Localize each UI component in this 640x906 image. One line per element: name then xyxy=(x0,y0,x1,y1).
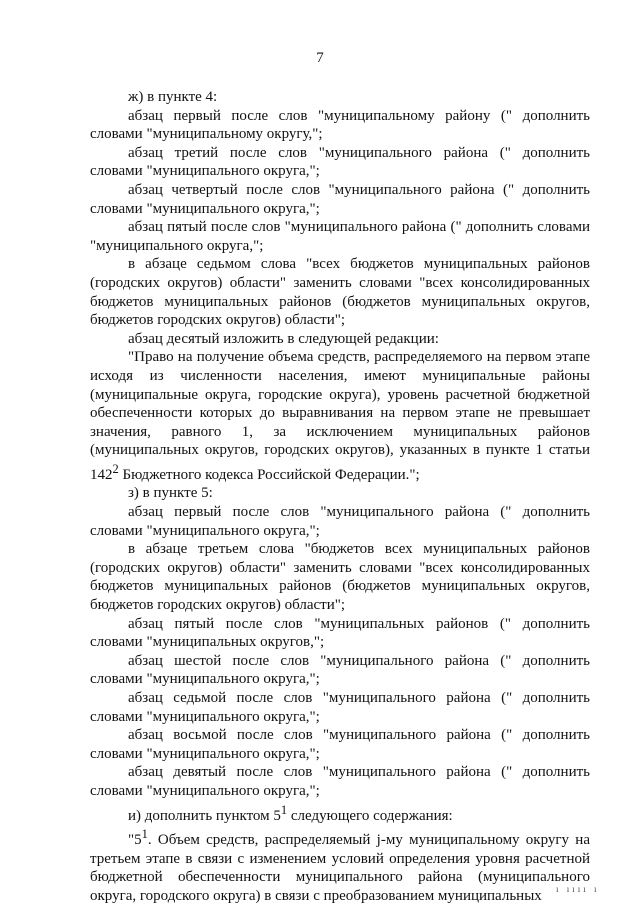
paragraph: ж) в пункте 4: xyxy=(128,89,218,105)
paragraph: абзац первый после слов "муниципального района (" дополнить словами "муниципального округа,"; xyxy=(90,504,590,539)
paragraph-text: следующего содержания: xyxy=(287,807,453,824)
superscript: 2 xyxy=(112,461,119,476)
paragraph: абзац шестой после слов "муниципального района (" дополнить словами "муниципального округа,"; xyxy=(90,652,590,688)
page-number: 7 xyxy=(316,50,324,66)
paragraph-text: и) дополнить пунктом 5 xyxy=(128,807,281,824)
paragraph: в абзаце третьем слова "бюджетов всех муниципальных районов (городских округов) области" заменить словами "всех консолидированных бюджетов муниципальных районов (бюджетов муниципальных округов, бюджетов городских округов) области"; xyxy=(90,541,590,614)
document-body xyxy=(90,88,590,906)
paragraph: абзац седьмой после слов "муниципального района (" дополнить словами "муниципального округа,"; xyxy=(90,690,590,725)
paragraph xyxy=(90,801,590,826)
paragraph: абзац третий после слов "муниципального района (" дополнить словами "муниципального округа,"; xyxy=(90,144,590,180)
paragraph xyxy=(90,825,590,905)
superscript: 1 xyxy=(141,827,148,842)
paragraph: з) в пункте 5: xyxy=(128,485,213,502)
scan-footer-mark: ı ıııı ı xyxy=(556,884,600,894)
paragraph xyxy=(90,348,590,484)
paragraph: абзац восьмой после слов "муниципального района (" дополнить словами "муниципального округа,"; xyxy=(90,727,590,762)
paragraph: в абзаце седьмом слова "всех бюджетов муниципальных районов (городских округов) области" заменить словами "всех консолидированных бюджетов муниципальных районов (бюджетов муниципальных округов, бюджетов городских округов) области"; xyxy=(90,256,590,329)
paragraph: абзац десятый изложить в следующей редакции: xyxy=(128,330,439,347)
superscript: 1 xyxy=(280,802,288,817)
paragraph: абзац пятый после слов "муниципальных районов (" дополнить словами "муниципальных округов,"; xyxy=(90,615,590,651)
paragraph-text: "Право на получение объема средств, распределяемого на первом этапе исходя из численности населения, имеют муниципальные районы (муниципальные округа, городские округа), уровень расчетной бюджетной обеспеченности которых до выравнивания на первом этапе не превышает значения, равного 1, за исключением муниципальных районов (муниципальных округов, городских округов), указанных в пункте 1 статьи 142 xyxy=(90,349,590,483)
paragraph: абзац первый после слов "муниципальному району (" дополнить словами "муниципальному округу,"; xyxy=(90,107,590,143)
paragraph-text: . Объем средств, распределяемый j-му муниципальному округу на третьем этапе в связи с изменением условий определения уровня расчетной бюджетной обеспеченности муниципального района (муниципального округа, городского округа) в связи с преобразованием муниципальных xyxy=(90,832,590,904)
paragraph: абзац пятый после слов "муниципального района (" дополнить словами "муниципального округа,"; xyxy=(90,219,590,254)
paragraph-text: "5 xyxy=(128,832,142,849)
paragraph-text: Бюджетного кодекса Российской Федерации."; xyxy=(118,466,420,483)
paragraph: абзац девятый после слов "муниципального района (" дополнить словами "муниципального округа,"; xyxy=(90,764,590,799)
paragraph: абзац четвертый после слов "муниципального района (" дополнить словами "муниципального округа,"; xyxy=(90,181,590,217)
